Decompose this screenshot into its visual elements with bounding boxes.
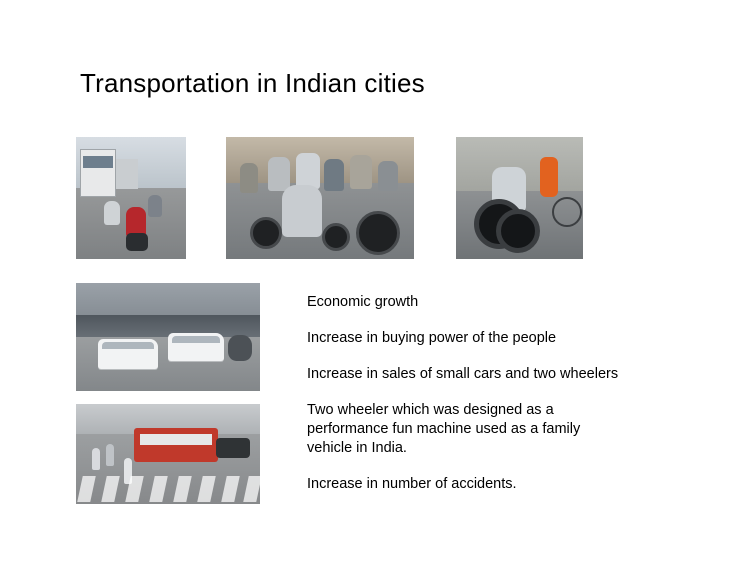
vehicle-shape — [228, 335, 252, 361]
crosswalk-stripes — [76, 476, 260, 502]
list-item: Increase in number of accidents. — [307, 476, 517, 492]
bicycle-wheel-shape — [552, 197, 582, 227]
list-item: Two wheeler which was designed as a performance fun machine used as a family vehicle in India. — [307, 402, 581, 456]
rider-shape — [324, 159, 344, 191]
photo-crowd-two-wheelers — [226, 137, 414, 259]
photo-red-bus-crosswalk — [76, 404, 260, 504]
pedestrian-shape — [106, 444, 114, 466]
rider-shape — [148, 195, 162, 217]
car-shape — [216, 438, 250, 458]
rider-shape — [378, 161, 398, 191]
photo-cars-on-road — [76, 283, 260, 391]
wheel-shape — [322, 223, 350, 251]
photo-background — [76, 283, 260, 320]
truck-shape — [116, 159, 138, 189]
rider-shape — [282, 185, 322, 237]
rider-shape — [240, 163, 258, 193]
rider-shape — [268, 157, 290, 191]
pedestrian-shape — [540, 157, 558, 197]
wheel-shape — [250, 217, 282, 249]
car-shape — [168, 333, 224, 361]
rider-shape — [350, 155, 372, 189]
photo-street-bus-motorcycles — [76, 137, 186, 259]
wheel-shape — [356, 211, 400, 255]
car-shape — [98, 339, 158, 369]
list-item: Increase in sales of small cars and two wheelers — [307, 366, 619, 382]
list-item: Economic growth — [307, 294, 419, 310]
rider-shape — [296, 153, 320, 189]
photo-rider-carrying-tyres — [456, 137, 583, 259]
red-bus-shape — [134, 428, 218, 462]
motorcycle-shape — [126, 233, 148, 251]
page-title: Transportation in Indian cities — [80, 68, 425, 98]
bus-shape — [80, 149, 116, 197]
bullet-list — [307, 293, 627, 494]
tyre-shape — [496, 209, 540, 253]
pedestrian-shape — [92, 448, 100, 470]
list-item: Increase in buying power of the people — [307, 330, 557, 346]
rider-shape — [104, 201, 120, 225]
